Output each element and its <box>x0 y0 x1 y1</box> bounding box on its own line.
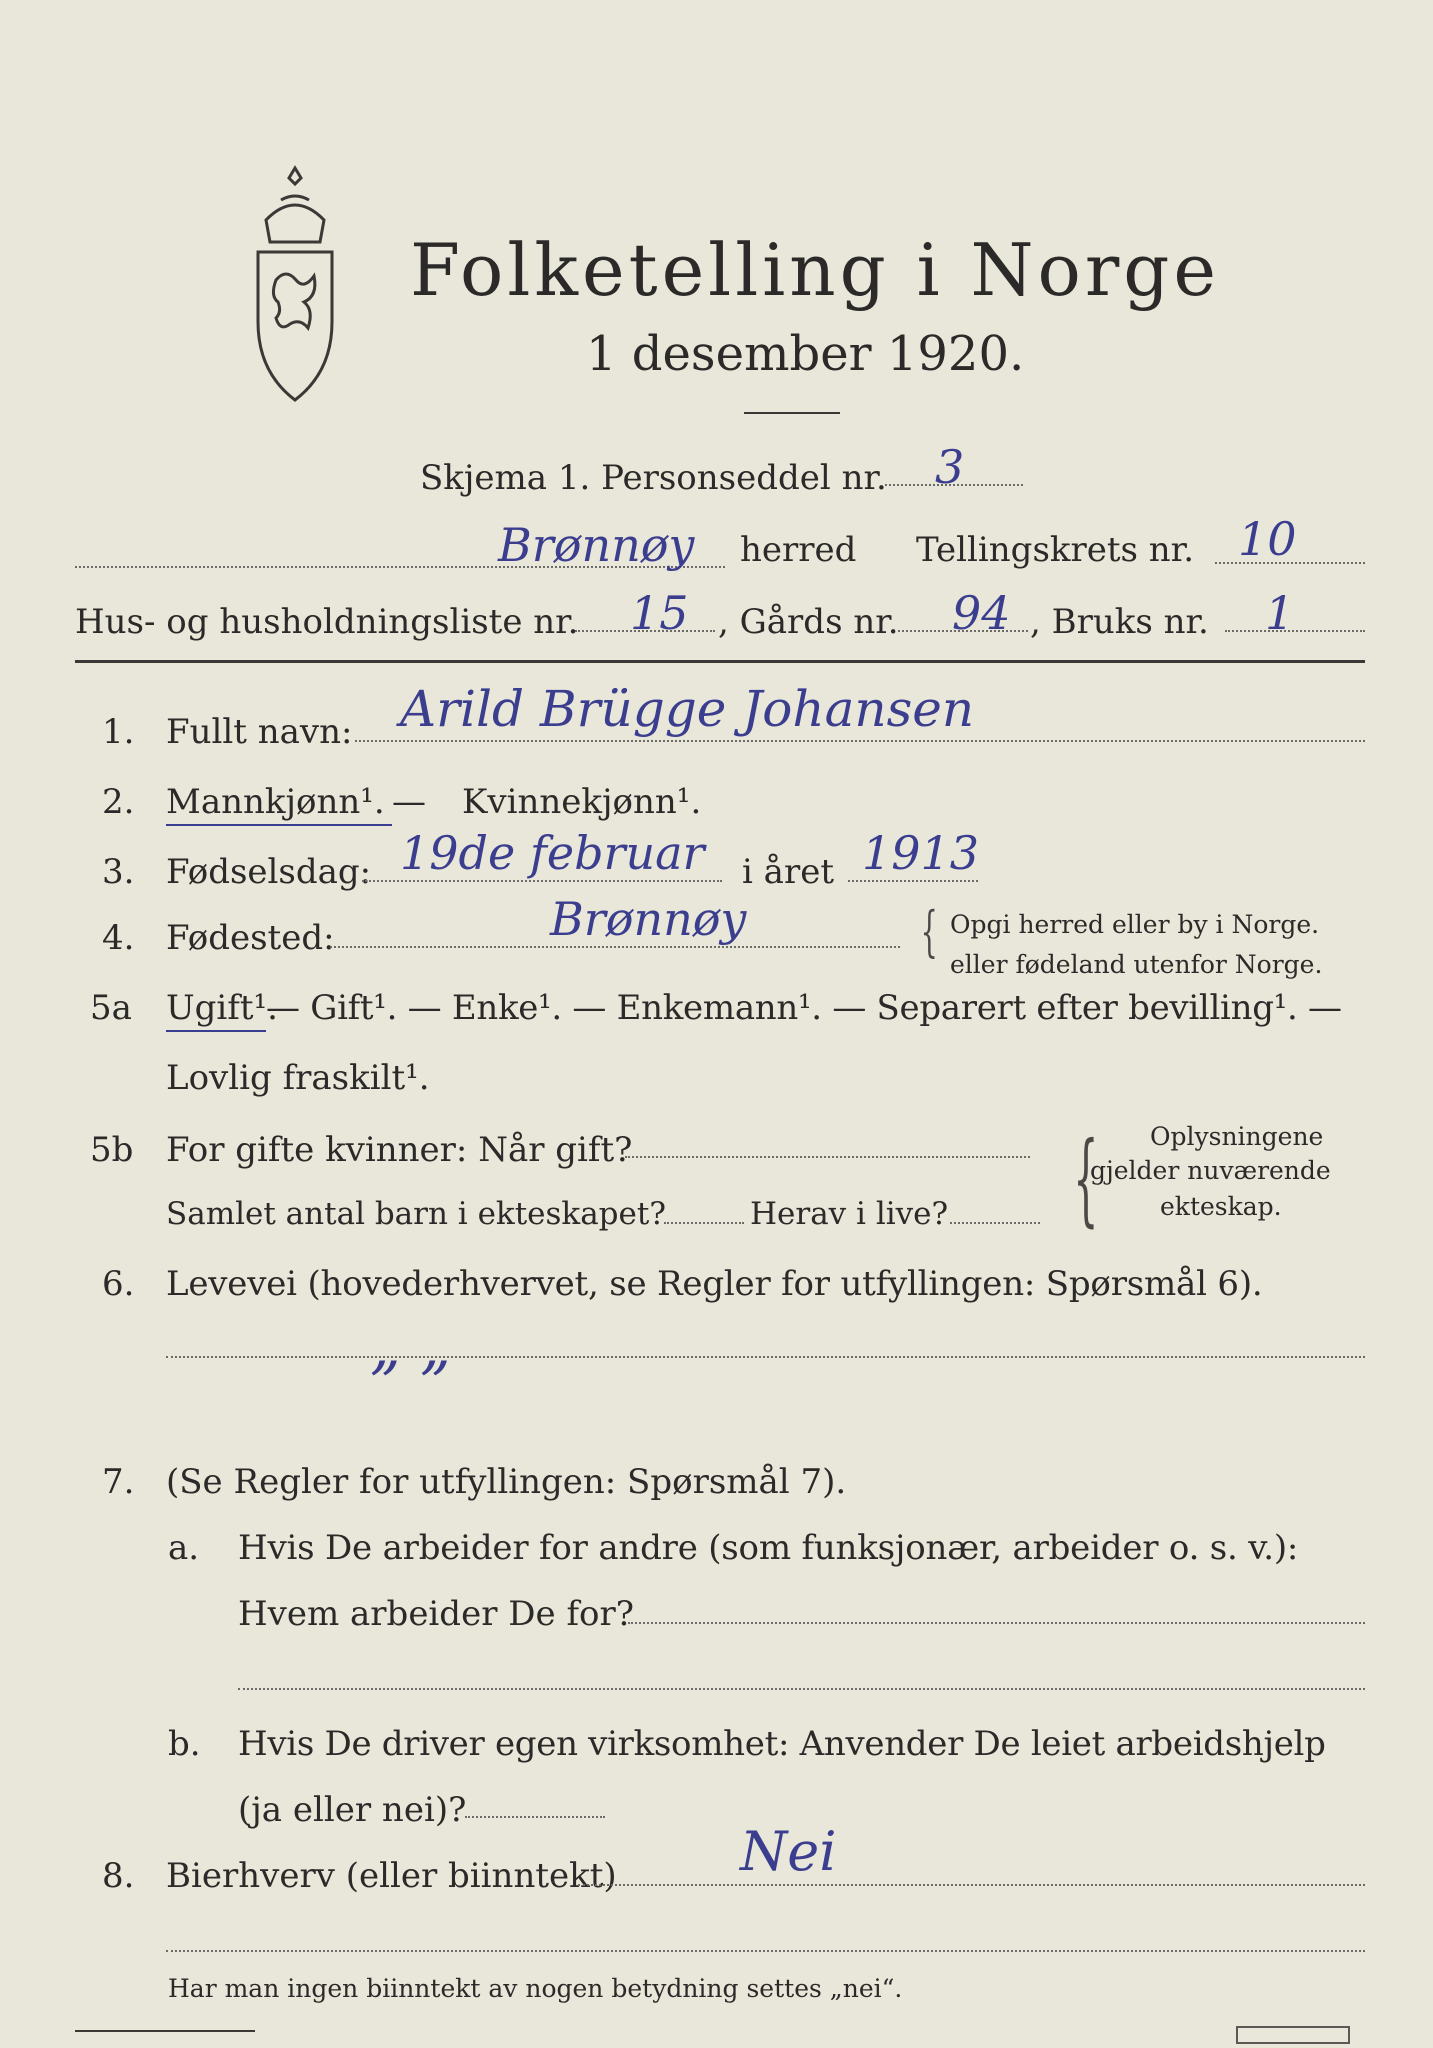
q4-value: Brønnøy <box>550 892 747 946</box>
q2-number: 2. <box>102 782 135 822</box>
q7a-line2: Hvem arbeider De for? <box>238 1594 634 1634</box>
q7b-line1: Hvis De driver egen virksomhet: Anvender De leiet arbeidshjelp <box>238 1724 1326 1764</box>
header-separator <box>75 660 1365 663</box>
gards-value: 94 <box>952 586 1011 640</box>
q6-number: 6. <box>102 1264 135 1304</box>
q2-female: Kvinnekjønn¹. <box>462 782 702 822</box>
q5b-line2a-dots <box>664 1222 744 1224</box>
q1-dots <box>355 740 1365 742</box>
q8-value: Nei <box>740 1820 837 1883</box>
bruks-label: , Bruks nr. <box>1030 602 1209 642</box>
q5b-line1-dots <box>625 1156 1030 1158</box>
q5b-note-line1: Oplysningene <box>1150 1122 1324 1151</box>
q5b-number: 5b <box>90 1130 134 1170</box>
gards-label: , Gårds nr. <box>718 602 899 642</box>
q5b-note-line2: gjelder nuværende <box>1090 1156 1331 1185</box>
q5a-number: 5a <box>90 988 132 1028</box>
printer-stamp <box>1236 2026 1350 2044</box>
krets-label: Tellingskrets nr. <box>916 530 1195 570</box>
q7a-line1: Hvis De arbeider for andre (som funksjonær, arbeider o. s. v.): <box>238 1528 1299 1568</box>
q5b-line2b-dots <box>950 1222 1040 1224</box>
census-date: 1 desember 1920. <box>586 326 1025 382</box>
q3-label: Fødselsdag: <box>166 852 372 892</box>
q3-year-label: i året <box>742 852 834 892</box>
q7-number: 7. <box>102 1462 135 1502</box>
q3-number: 3. <box>102 852 135 892</box>
coat-of-arms-icon <box>236 160 354 410</box>
q6-label: Levevei (hovederhvervet, se Regler for utfyllingen: Spørsmål 6). <box>166 1264 1263 1304</box>
q5a-line2: Lovlig fraskilt¹. <box>166 1058 430 1098</box>
q8-number: 8. <box>102 1856 135 1896</box>
q1-value: Arild Brügge Johansen <box>400 680 975 738</box>
q1-label: Fullt navn: <box>166 712 353 752</box>
q5b-brace: { <box>1073 1120 1099 1237</box>
q5a-selected: Ugift¹. <box>166 988 278 1028</box>
q2-male: Mannkjønn¹. <box>166 782 385 822</box>
q5a-selected-underline <box>166 1030 266 1032</box>
q2-male-underline <box>166 824 392 826</box>
title-divider <box>744 412 840 414</box>
schema-label: Skjema 1. Personseddel nr. <box>420 458 887 498</box>
q4-brace: { <box>920 900 938 963</box>
q5b-line2b: Herav i live? <box>750 1196 949 1232</box>
q2-separator: — <box>392 782 426 822</box>
q4-note-line1: Opgi herred eller by i Norge. <box>950 910 1320 939</box>
bruks-dots <box>1225 630 1365 632</box>
q8-label: Bierhverv (eller biinntekt) <box>166 1856 617 1896</box>
footer-rule <box>75 2030 255 2032</box>
q7a-line2-dots <box>628 1622 1365 1624</box>
q7b-line2: (ja eller nei)? <box>238 1790 467 1830</box>
q4-label: Fødested: <box>166 918 335 958</box>
q8-extra-dots <box>166 1950 1365 1952</box>
q1-number: 1. <box>102 712 135 752</box>
q5a-options: — Gift¹. — Enke¹. — Enkemann¹. — Separert efter bevilling¹. — <box>266 988 1342 1028</box>
footer-note: Har man ingen biinntekt av nogen betydning settes „nei“. <box>168 1974 903 2003</box>
herred-label: herred <box>740 530 857 570</box>
schema-value: 3 <box>935 440 965 494</box>
q7a-letter: a. <box>168 1528 200 1568</box>
q7-label: (Se Regler for utfyllingen: Spørsmål 7). <box>166 1462 847 1502</box>
form-title: Folketelling i Norge <box>410 228 1220 312</box>
bruks-value: 1 <box>1265 586 1295 640</box>
herred-value: Brønnøy <box>498 518 695 572</box>
q4-note-line2: eller fødeland utenfor Norge. <box>950 950 1323 979</box>
q4-number: 4. <box>102 918 135 958</box>
q8-dots <box>578 1884 1365 1886</box>
q6-dots <box>166 1356 1365 1358</box>
q5b-line2a: Samlet antal barn i ekteskapet? <box>166 1196 666 1232</box>
q7a-extra-dots <box>238 1688 1365 1690</box>
q3-value: 19de februar <box>400 826 705 880</box>
q3-year-dots <box>848 880 978 882</box>
krets-value: 10 <box>1238 512 1297 566</box>
q7b-line2-dots <box>465 1816 605 1818</box>
q4-dots <box>330 946 900 948</box>
q3-year-value: 1913 <box>862 826 980 880</box>
q5b-note-line3: ekteskap. <box>1160 1192 1282 1221</box>
q7b-letter: b. <box>168 1724 201 1764</box>
household-list-label: Hus- og husholdningsliste nr. <box>75 602 579 642</box>
q3-dots <box>362 880 722 882</box>
q6-value: „ „ <box>370 1312 452 1382</box>
household-list-value: 15 <box>630 586 689 640</box>
q5b-line1: For gifte kvinner: Når gift? <box>166 1130 633 1170</box>
